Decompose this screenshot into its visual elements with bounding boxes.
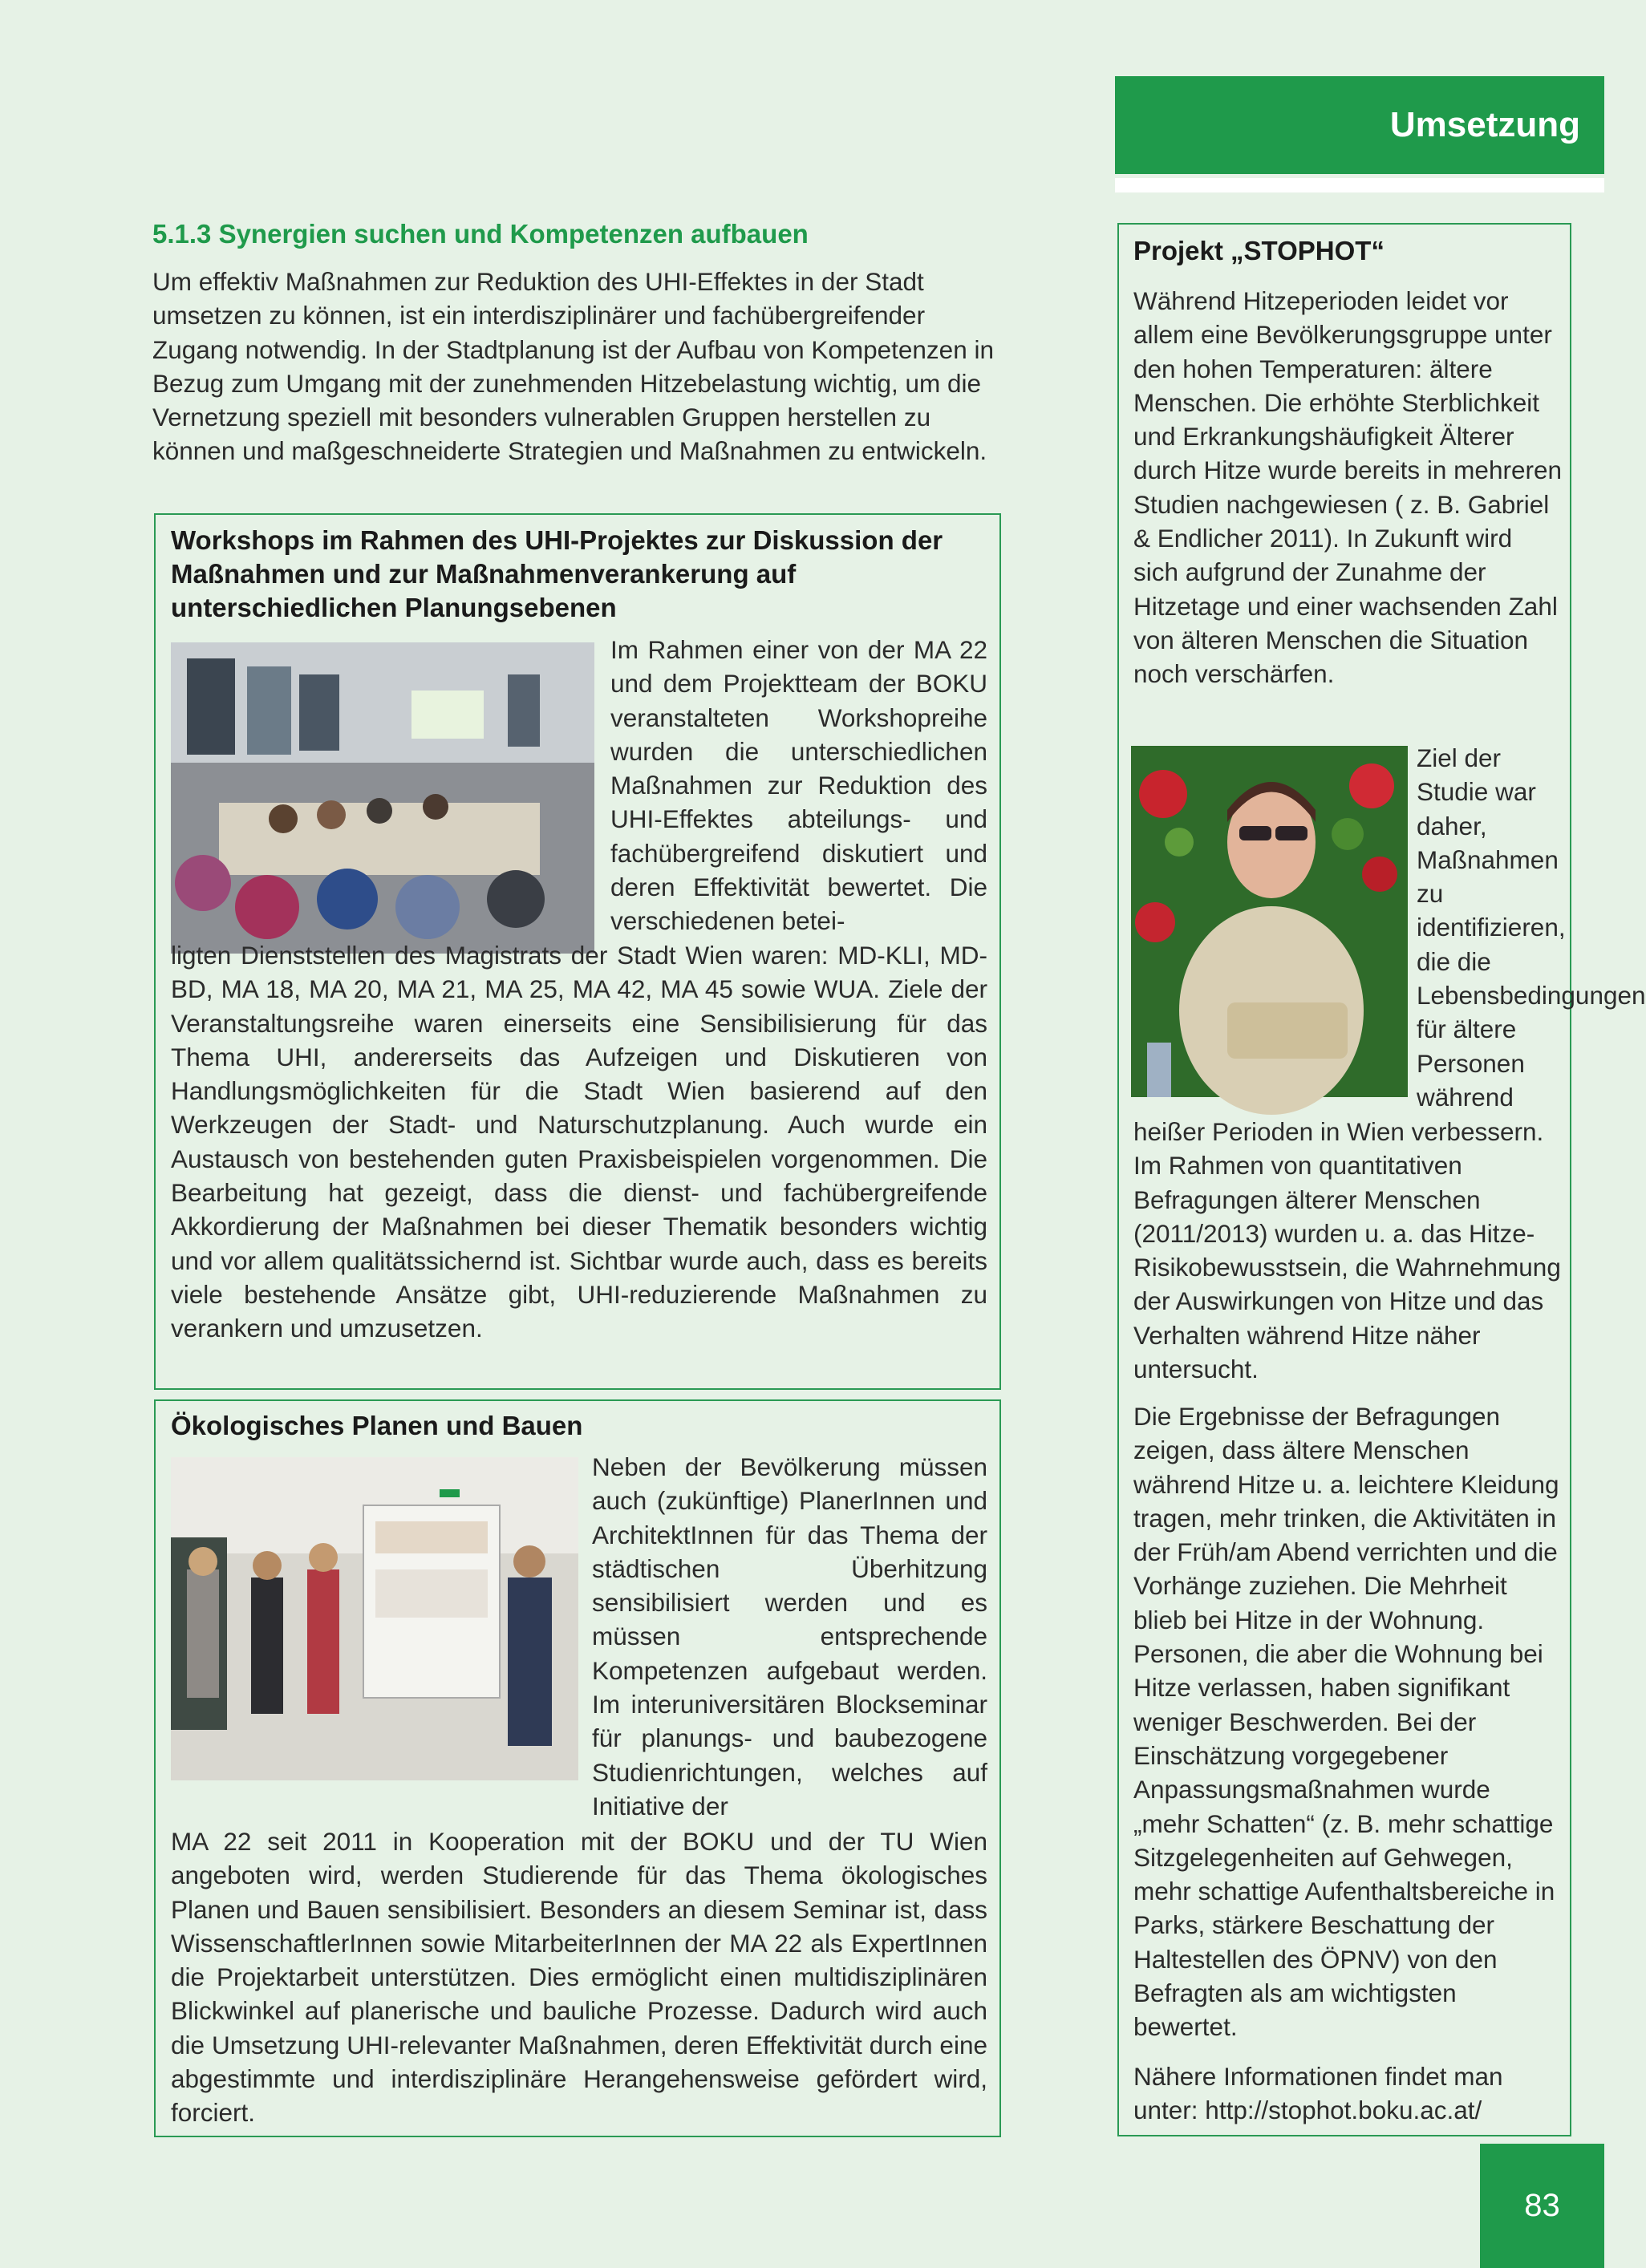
stophot-box-title: Projekt „STOPHOT“ [1133,236,1385,265]
workshop-photo [171,642,594,954]
workshops-box-title: Workshops im Rahmen des UHI-Projektes zur Diskussion der Maßnahmen und zur Maßnahmenverankerung auf unterschiedlichen Planungsebenen [171,525,943,622]
stophot-paragraph-4: Nähere Informationen findet man unter: http://stophot.boku.ac.at/ [1133,2062,1503,2125]
stophot-paragraph-2-right: Ziel der Studie war daher, Maßnahmen zu identifizieren, die die Lebensbedingungen für ältere Personen während [1417,743,1646,1112]
section-tab-underline [1115,178,1604,192]
oekologisch-text-full: MA 22 seit 2011 in Kooperation mit der BOKU und der TU Wien angeboten wird, werden Studierende für das Thema ökologisches Planen und Bauen sensibilisiert. Besonders an diesem Seminar ist, dass WissenschaftlerInnen sowie MitarbeiterInnen der MA 22 als ExpertInnen die Projektarbeit unterstützen. Dies ermöglicht einen multidisziplinären Blickwinkel auf planerische und bauliche Prozesse. Dadurch wird auch die Umsetzung UHI-relevanter Maßnahmen, deren Effektivität durch eine abgestimmte und interdisziplinäre Herangehensweise gefördert wird, forciert. [171,1827,987,2128]
workshops-text-full: ligten Dienststellen des Magistrats der Stadt Wien waren: MD-KLI, MD-BD, MA 18, MA 20, MA 21, MA 25, MA 42, MA 45 sowie WUA. Ziele der Veranstaltungsreihe waren einerseits eine Sensibilisierung für das Thema UHI, andererseits das Aufzeigen und Diskutieren von Handlungsmöglichkeiten für die Stadt Wien basierend auf den Werkzeugen der Stadt- und Naturschutzplanung. Auch wurde ein Austausch von bestehenden guten Praxisbeispielen vorgenommen. Die Bearbeitung hat gezeigt, dass die dienst- und fachübergreifende Akkordierung der Maßnahmen bei dieser Thematik besonders wichtig und vor allem qualitätssichernd ist. Sichtbar wurde auch, dass es bereits viele bestehende Ansätze gibt, UHI-reduzierende Maßnahmen zu verankern und umzusetzen. [171,941,987,1343]
stophot-paragraph-2-full: heißer Perioden in Wien verbessern. Im Rahmen von quantitativen Befragungen älterer Menschen (2011/2013) wurden u. a. das Hitze-Risikobewusstsein, die Wahrnehmung der Auswirkungen von Hitze und das Verhalten während Hitze näher untersucht. [1133,1117,1561,1384]
workshops-text-right: Im Rahmen einer von der MA 22 und dem Projektteam der BOKU veranstalteten Workshopreihe wurden die unterschiedlichen Maßnahmen zur Reduktion des UHI-Effektes abteilungs- und fachübergreifend diskutiert und deren Effektivität bewertet. Die verschiedenen betei- [610,635,987,936]
intro-paragraph: Um effektiv Maßnahmen zur Reduktion des UHI-Effektes in der Stadt umsetzen zu können, ist ein interdisziplinärer und fachübergreifender Zugang notwendig. In der Stadtplanung ist der Aufbau von Kompetenzen in Bezug zum Umgang mit der zunehmenden Hitzebelastung wichtig, um die Vernetzung speziell mit besonders vulnerablen Gruppen herstellen zu können und maßgeschneiderte Strategien und Maßnahmen zu entwickeln. [152,267,994,466]
page-number: 83 [1480,2144,1604,2268]
oekologisch-box-title: Ökologisches Planen und Bauen [171,1411,583,1440]
section-tab: Umsetzung [1115,76,1604,174]
elderly-woman-photo [1131,746,1408,1097]
stophot-paragraph-3: Die Ergebnisse der Befragungen zeigen, dass ältere Menschen während Hitze u. a. leichtere Kleidung tragen, mehr trinken, die Aktivitäten in der Früh/am Abend verrichten und die Vorhänge zuziehen. Die Mehrheit blieb bei Hitze in der Wohnung. Personen, die aber die Wohnung bei Hitze verlassen, haben signifikant weniger Beschwerden. Bei der Einschätzung vorgegebener Anpassungsmaßnahmen wurde „mehr Schatten“ (z. B. mehr schattige Sitzgelegenheiten auf Gehwegen, mehr schattige Aufenthaltsbereiche in Parks, stärkere Beschattung der Haltestellen des ÖPNV) von den Befragten als am wichtigsten bewertet. [1133,1402,1559,2042]
oekologisch-text-right: Neben der Bevölkerung müssen auch (zukünftige) PlanerInnen und ArchitektInnen für das Thema der städtischen Überhitzung sensibilisiert werden und es müssen entsprechende Kompetenzen aufgebaut werden. Im interuniversitären Blockseminar für planungs- und baubezogene Studienrichtungen, welches auf Initiative der [592,1452,987,1820]
seminar-photo [171,1457,578,1780]
stophot-paragraph-1: Während Hitzeperioden leidet vor allem eine Bevölkerungsgruppe unter den hohen Temperaturen: ältere Menschen. Die erhöhte Sterblichkeit und Erkrankungshäufigkeit Älterer durch Hitze wurde bereits in mehreren Studien nachgewiesen ( z. B. Gabriel & Endlicher 2011). In Zukunft wird sich aufgrund der Zunahme der Hitzetage und einer wachsenden Zahl von älteren Menschen die Situation noch verschärfen. [1133,286,1562,689]
section-heading: 5.1.3 Synergien suchen und Kompetenzen aufbauen [152,219,809,249]
